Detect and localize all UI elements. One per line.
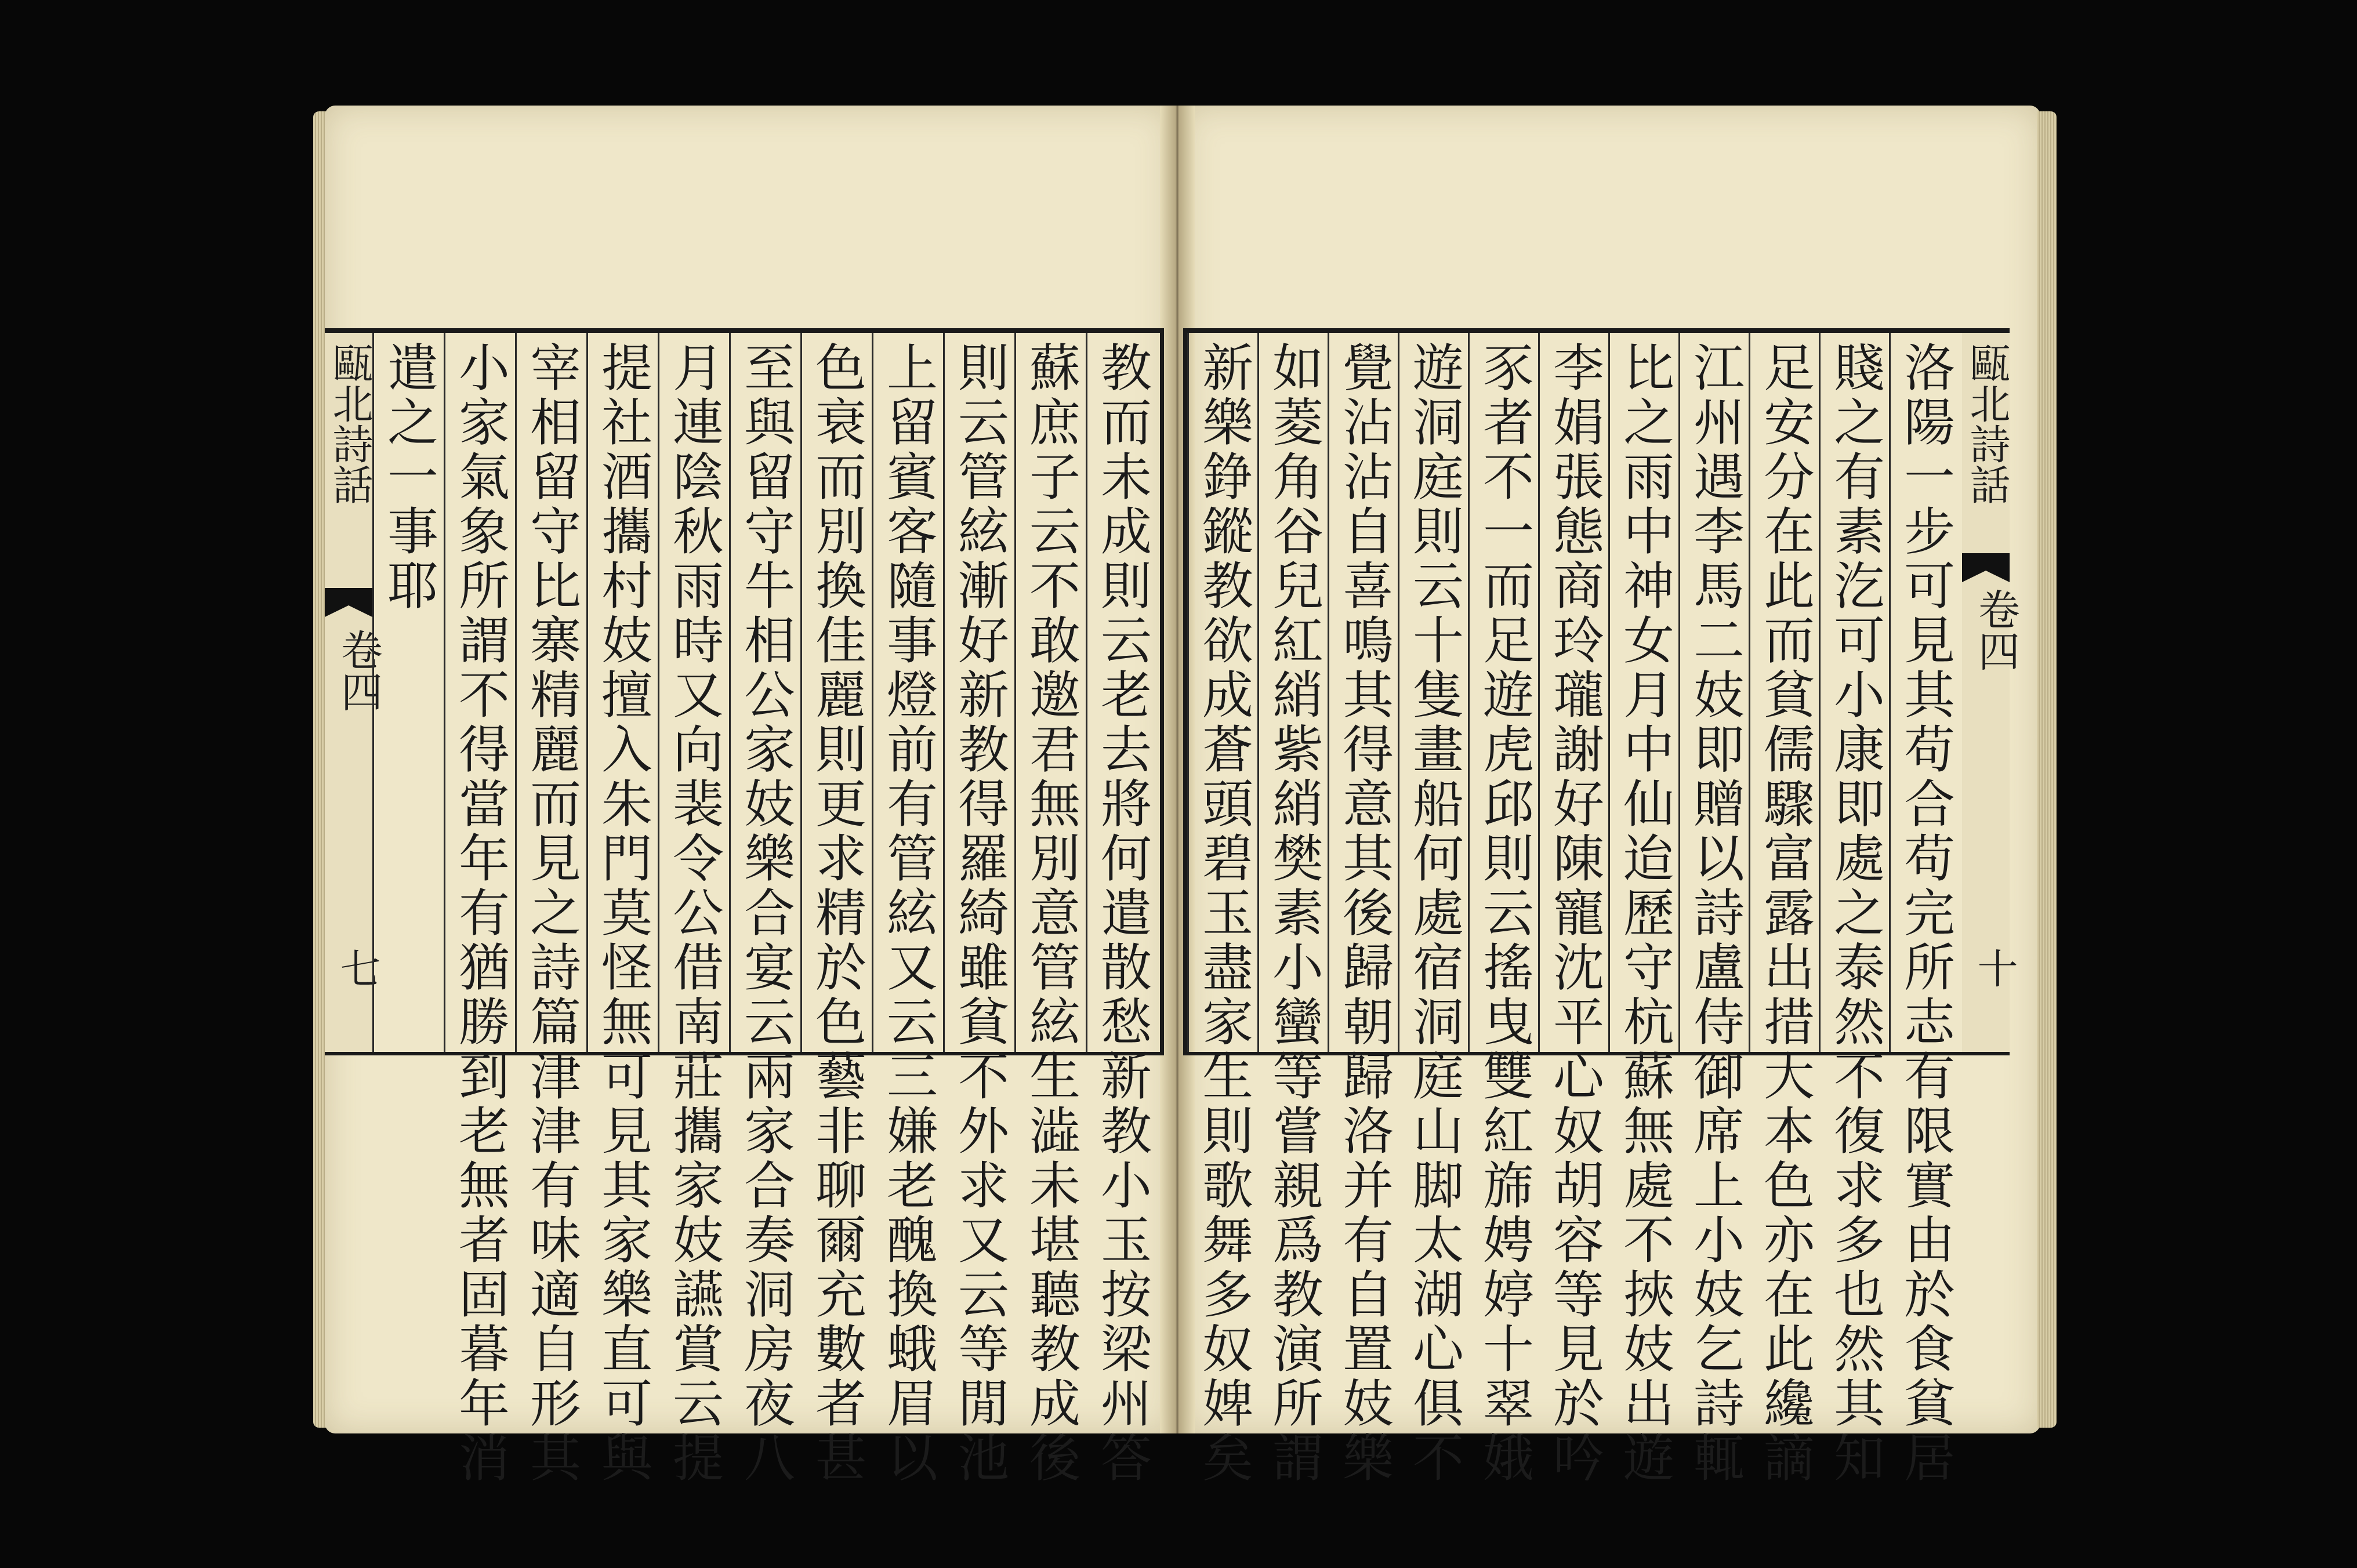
text-column: [586, 333, 653, 1486]
column-text: 豕者不一而足遊虎邱則云搖曳雙紅旆娉婷十翠娥: [1475, 341, 1535, 1486]
column-text: 教而未成則云老去將何遣散愁新教小玉按梁州答: [1093, 341, 1152, 1486]
text-column: [658, 333, 724, 1486]
open-book: [325, 106, 2040, 1486]
text-column: [1257, 333, 1324, 1486]
text-column: [872, 333, 938, 1486]
column-text: 足安分在此而貧儒驟富露出措大本色亦在此纔謫: [1756, 341, 1815, 1486]
text-column: [1678, 333, 1745, 1486]
column-text: 色衰而別換佳麗則更求精於色藝非聊爾充數者甚: [807, 341, 867, 1486]
margin-page-number: 十: [1971, 948, 2018, 988]
column-text: 新樂錚鏦教欲成蒼頭碧玉盡家生則歌舞多奴婢矣: [1194, 341, 1254, 1486]
text-column: [729, 333, 796, 1486]
text-column: [372, 333, 437, 1052]
margin-juan: 卷四: [1971, 588, 2020, 672]
text-column: [1819, 333, 1885, 1486]
column-text: 覺沾沾自喜鳴其得意其後歸朝歸洛并有自置妓樂: [1335, 341, 1394, 1486]
text-column: [1086, 333, 1152, 1486]
column-text: 遣之一事耶: [379, 341, 439, 614]
text-column: [1749, 333, 1815, 1486]
column-text: 賤之有素汔可小康即處之泰然不復求多也然其知: [1826, 341, 1885, 1486]
left-text-block: [325, 328, 1164, 1486]
text-column: [1328, 333, 1394, 1486]
column-text: 比之雨中神女月中仙迨歷守杭蘇無處不挾妓出遊: [1615, 341, 1675, 1486]
column-text: 月連陰秋雨時又向裴令公借南莊攜家妓讌賞云提: [665, 341, 724, 1486]
column-text: 如菱角谷兒紅綃紫綃樊素小蠻等嘗親爲教演所謂: [1264, 341, 1324, 1486]
text-column: [444, 333, 510, 1486]
column-text: 上留賓客隨事燈前有管絃又云三嫌老醜換蛾眉以: [879, 341, 938, 1486]
margin-title: 甌北詩話: [1963, 342, 2011, 504]
text-column: [1608, 333, 1675, 1486]
column-text: 洛陽一步可見其苟合苟完所志有限實由於食貧居: [1896, 341, 1956, 1486]
margin-juan: 卷四: [334, 629, 383, 712]
column-text: 則云管絃漸好新教得羅綺雖貧不外求又云等閒池: [950, 341, 1010, 1486]
column-text: 至與留守牛相公家妓樂合宴云兩家合奏洞房夜八: [736, 341, 796, 1486]
column-text: 提社酒攜村妓擅入朱門莫怪無可見其家樂直可與: [593, 341, 653, 1486]
right-text-block: [1183, 328, 2020, 1486]
fish-tail-mark: [1962, 553, 2010, 582]
column-text: 小家氣象所謂不得當年有猶勝到老無者固暮年消: [451, 341, 510, 1486]
text-column: [515, 333, 582, 1486]
column-text: 江州遇李馬二妓即贈以詩盧侍御席上小妓乞詩輒: [1685, 341, 1745, 1486]
text-column: [1468, 333, 1535, 1486]
right-margin-column: [1962, 333, 2020, 1052]
text-column: [800, 333, 867, 1486]
text-column: [943, 333, 1010, 1486]
column-text: 蘇庶子云不敢邀君無別意管絃生澁未堪聽教成後: [1021, 341, 1081, 1486]
text-column: [1889, 333, 1956, 1486]
text-column: [1398, 333, 1464, 1486]
text-column: [1014, 333, 1081, 1486]
column-text: 遊洞庭則云十隻畫船何處宿洞庭山脚太湖心俱不: [1405, 341, 1464, 1486]
column-text: 李娟張態商玲瓏謝好陳寵沈平心奴胡容等見於吟: [1545, 341, 1605, 1486]
left-margin-column: [325, 333, 383, 1052]
text-column: [1538, 333, 1605, 1486]
right-page-edges: [2037, 111, 2057, 1428]
margin-title: 甌北詩話: [326, 342, 374, 504]
text-column: [1187, 333, 1254, 1486]
column-text: 宰相留守比寨精麗而見之詩篇津津有味適自形其: [522, 341, 582, 1486]
margin-page-number: 七: [333, 948, 381, 988]
fish-tail-mark: [325, 588, 372, 617]
